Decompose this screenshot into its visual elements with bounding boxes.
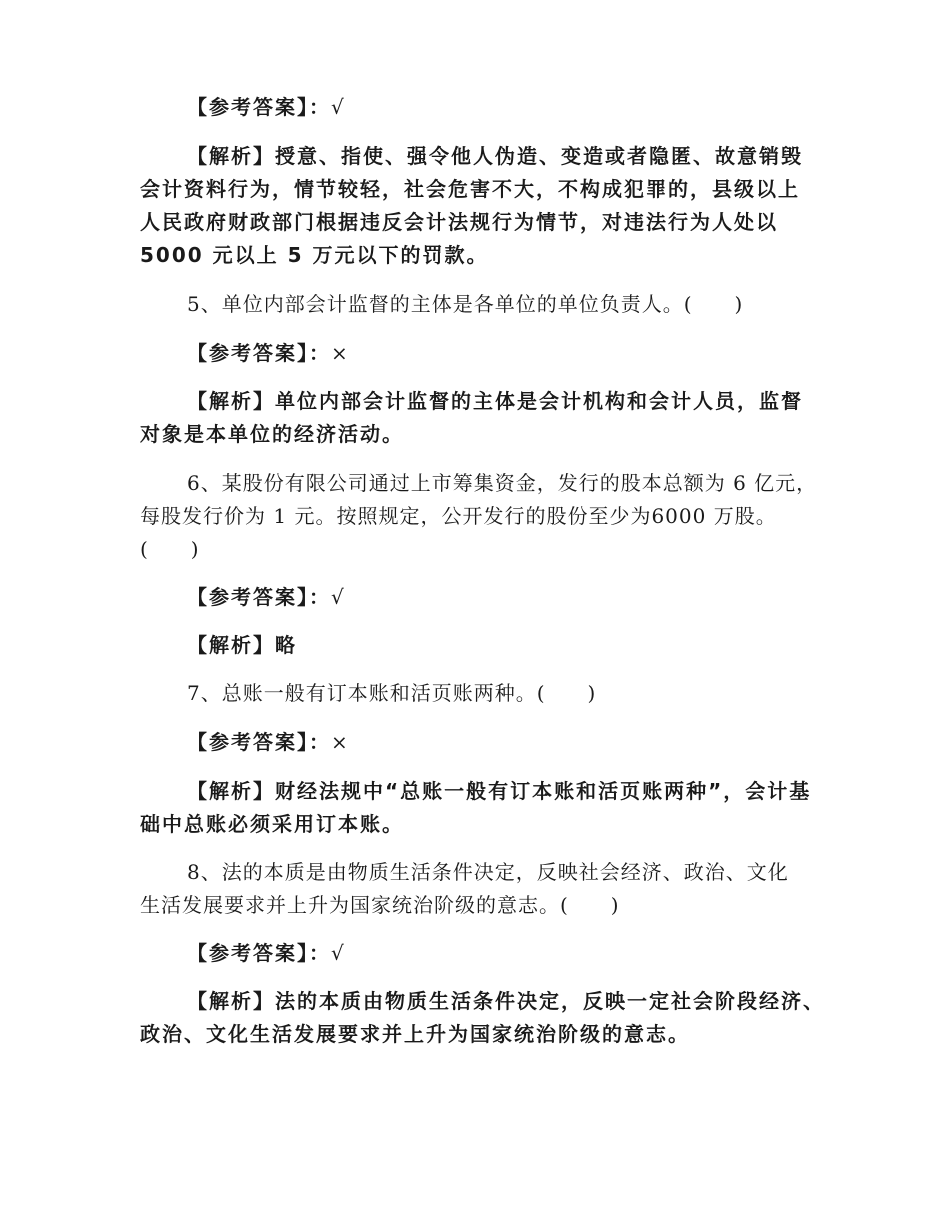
question-text: 每股发行价为 1 元。按照规定，公开发行的股份至少为6000 万股。 bbox=[140, 504, 777, 528]
answer-mark: × bbox=[331, 341, 349, 365]
analysis-tag: 【解析】 bbox=[187, 633, 275, 657]
analysis-text: 础中总账必须采用订本账。 bbox=[140, 812, 404, 836]
answer-line bbox=[187, 340, 349, 366]
question-text: 7、总账一般有订本账和活页账两种。( ) bbox=[187, 681, 597, 705]
question-text: 5、单位内部会计监督的主体是各单位的单位负责人。( ) bbox=[187, 292, 744, 316]
analysis-text: 法的本质由物质生活条件决定，反映一定社会阶段经济、 bbox=[275, 989, 825, 1013]
analysis-text: 略 bbox=[275, 633, 297, 657]
answer-line bbox=[187, 94, 345, 120]
answer-label: 【参考答案】： bbox=[187, 95, 331, 119]
analysis-line bbox=[187, 388, 803, 414]
analysis-tag: 【解析】 bbox=[187, 389, 275, 413]
analysis-tag: 【解析】 bbox=[187, 779, 275, 803]
answer-line bbox=[187, 729, 349, 755]
answer-label: 【参考答案】： bbox=[187, 341, 331, 365]
analysis-text: 单位内部会计监督的主体是会计机构和会计人员，监督 bbox=[275, 389, 803, 413]
analysis-tag: 【解析】 bbox=[187, 144, 275, 168]
answer-mark: √ bbox=[331, 585, 345, 609]
answer-label: 【参考答案】： bbox=[187, 585, 331, 609]
question-text: 生活发展要求并上升为国家统治阶级的意志。( ) bbox=[140, 893, 620, 917]
analysis-text: 会计资料行为，情节较轻，社会危害不大，不构成犯罪的，县级以上 bbox=[140, 177, 800, 201]
analysis-line bbox=[187, 632, 297, 658]
analysis-text: 政治、文化生活发展要求并上升为国家统治阶级的意志。 bbox=[140, 1022, 690, 1046]
analysis-text: 财经法规中“总账一般有订本账和活页账两种”，会计基 bbox=[275, 779, 812, 803]
question-text: ( ) bbox=[140, 537, 200, 561]
analysis-line bbox=[187, 778, 811, 804]
answer-mark: √ bbox=[331, 941, 345, 965]
answer-line bbox=[187, 584, 345, 610]
question-text: 8、法的本质是由物质生活条件决定，反映社会经济、政治、文化 bbox=[187, 860, 789, 884]
answer-line bbox=[187, 940, 345, 966]
analysis-text: 5000 元以上 5 万元以下的罚款。 bbox=[140, 243, 489, 267]
question-text: 6、某股份有限公司通过上市筹集资金，发行的股本总额为 6 亿元， bbox=[187, 471, 818, 495]
answer-label: 【参考答案】： bbox=[187, 730, 331, 754]
answer-label: 【参考答案】： bbox=[187, 941, 331, 965]
analysis-line bbox=[187, 988, 825, 1014]
analysis-text: 授意、指使、强令他人伪造、变造或者隐匿、故意销毁 bbox=[275, 144, 803, 168]
analysis-text: 人民政府财政部门根据违反会计法规行为情节，对违法行为人处以 bbox=[140, 210, 778, 234]
analysis-line bbox=[187, 143, 803, 169]
answer-mark: × bbox=[331, 730, 349, 754]
analysis-tag: 【解析】 bbox=[187, 989, 275, 1013]
analysis-text: 对象是本单位的经济活动。 bbox=[140, 422, 404, 446]
answer-mark: √ bbox=[331, 95, 345, 119]
